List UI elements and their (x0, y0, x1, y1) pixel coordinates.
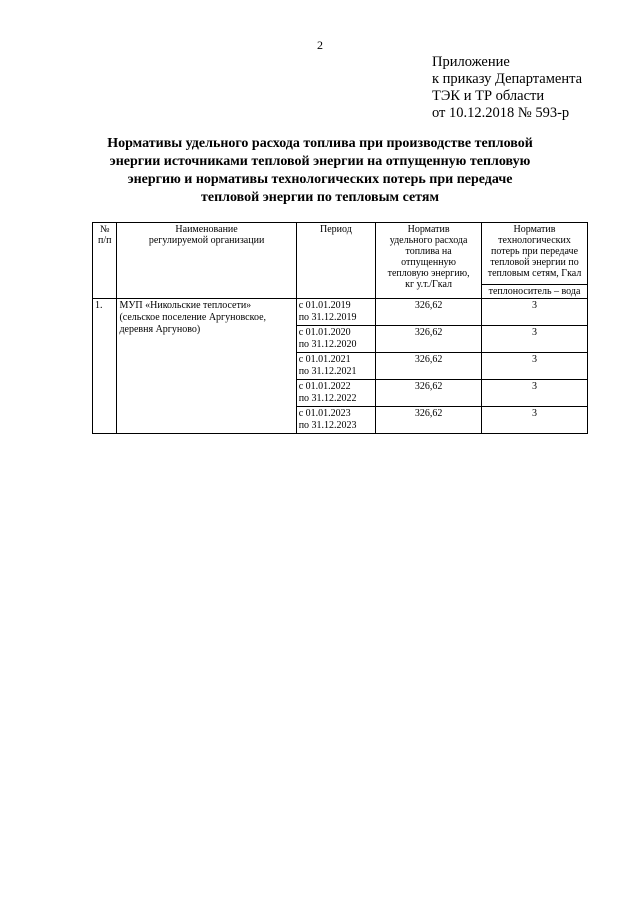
period-cell: с 01.01.2021 по 31.12.2021 (296, 353, 375, 380)
page-number: 2 (317, 38, 323, 52)
loss-norm-cell: 3 (482, 353, 588, 380)
appendix-line: к приказу Департамента (432, 71, 583, 87)
period-cell: с 01.01.2022 по 31.12.2022 (296, 380, 375, 407)
row-number: 1. (93, 299, 117, 434)
header-fuel-norm: Норматив удельного расхода топлива на отпущенную тепловую энергию, кг у.т./Гкал (376, 223, 482, 299)
title-line: энергию и нормативы технологических потерь при передаче (127, 172, 513, 187)
organization-detail: (сельское поселение Аргуновское, деревня Аргуново) (119, 312, 267, 335)
period-cell: с 01.01.2019 по 31.12.2019 (296, 299, 375, 326)
period-cell: с 01.01.2023 по 31.12.2023 (296, 407, 375, 434)
table-row (93, 299, 588, 326)
appendix-line: ТЭК и ТР области (432, 88, 545, 104)
appendix-line: Приложение (432, 54, 510, 70)
title-line: тепловой энергии по тепловым сетям (201, 190, 439, 205)
header-loss-medium: теплоноситель – вода (482, 284, 587, 297)
header-number: № п/п (93, 223, 117, 299)
loss-norm-cell: 3 (482, 407, 588, 434)
organization-cell (117, 299, 296, 434)
appendix-reference (432, 54, 582, 122)
title-line: энергии источниками тепловой энергии на отпущенную тепловую (109, 154, 531, 169)
loss-norm-cell: 3 (482, 299, 588, 326)
header-loss-norm: Норматив технологических потерь при передаче тепловой энергии по тепловым сетям, Гкал теплоноситель – вода (482, 223, 588, 299)
appendix-line: от 10.12.2018 № 593-р (432, 105, 570, 121)
fuel-norm-cell: 326,62 (376, 326, 482, 353)
header-period: Период (296, 223, 375, 299)
title-line: Нормативы удельного расхода топлива при производстве тепловой (107, 136, 533, 151)
loss-norm-cell: 3 (482, 380, 588, 407)
document-title (60, 135, 580, 207)
fuel-norm-cell: 326,62 (376, 407, 482, 434)
loss-norm-cell: 3 (482, 326, 588, 353)
norms-table (92, 222, 588, 434)
fuel-norm-cell: 326,62 (376, 299, 482, 326)
organization-name: МУП «Никольские теплосети» (119, 300, 252, 311)
fuel-norm-cell: 326,62 (376, 353, 482, 380)
table-header-row (93, 223, 588, 299)
fuel-norm-cell: 326,62 (376, 380, 482, 407)
header-organization: Наименование регулируемой организации (117, 223, 296, 299)
period-cell: с 01.01.2020 по 31.12.2020 (296, 326, 375, 353)
